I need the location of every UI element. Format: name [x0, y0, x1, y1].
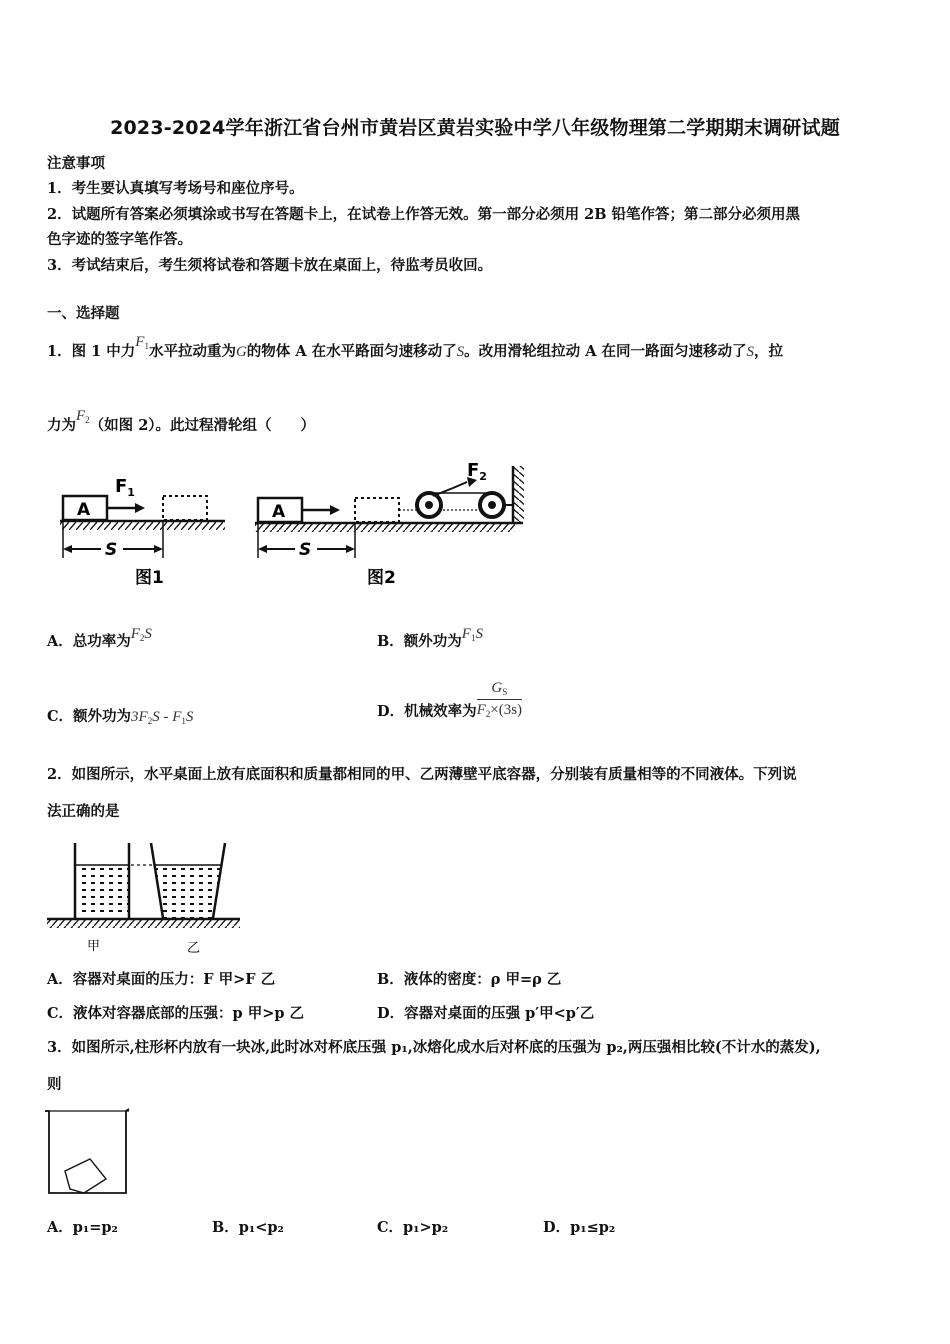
q1-stem-line2: 力为$F_2$（如图 2）。此过程滑轮组（ ） [47, 408, 316, 434]
fig2-force-label: $F_2$ [467, 460, 487, 483]
fig2-block-label: A [272, 502, 286, 522]
fig1-block-label: A [77, 500, 91, 520]
notice-item-2-cont: 色字迹的签字笔作答。 [47, 231, 192, 248]
q2-stem-line1: 2．如图所示，水平桌面上放有底面积和质量都相同的甲、乙两薄壁平底容器，分别装有质量相等的不同液体。下列说 [47, 766, 797, 783]
q3-option-b[interactable]: B．p₁<p₂ [212, 1219, 284, 1236]
q1-option-b[interactable]: B．额外功为$F_1S$ [377, 626, 483, 650]
notice-heading: 注意事项 [47, 155, 105, 172]
efficiency-fraction: $\frac{G_S}{F_2\times(3s)}$ [476, 680, 523, 719]
q1-stem-line1: 1．图 1 中力$F_1$水平拉动重为G的物体 A 在水平路面匀速移动了S。改用滑轮组拉动 A 在同一路面匀速移动了S，拉 [47, 334, 784, 360]
q2-stem-line2: 法正确的是 [47, 803, 120, 820]
q1-option-d[interactable]: D．机械效率为 $\frac{G_S}{F_2\times(3s)}$ [377, 680, 523, 720]
q2-figure [45, 838, 245, 958]
figure-2 [255, 460, 524, 588]
fig1-distance-label: S [105, 540, 118, 560]
fig2-caption: 图2 [367, 568, 396, 588]
label-yi: 乙 [187, 941, 201, 956]
notice-item-2: 2．试题所有答案必须填涂或书写在答题卡上，在试卷上作答无效。第一部分必须用 2B 铅笔作答；第二部分必须用黑 [47, 206, 801, 223]
fig1-caption: 图1 [135, 568, 164, 588]
q3-option-a[interactable]: A．p₁=p₂ [47, 1219, 118, 1236]
q2-option-c[interactable]: C．液体对容器底部的压强：p 甲>p 乙 [47, 1005, 305, 1022]
notice-item-3: 3．考试结束后，考生须将试卷和答题卡放在桌面上，待监考员收回。 [47, 257, 493, 274]
label-jia: 甲 [87, 939, 101, 954]
q3-option-d[interactable]: D．p₁≤p₂ [543, 1219, 616, 1236]
q2-option-b[interactable]: B．液体的密度：ρ 甲=ρ 乙 [377, 971, 562, 988]
fig1-force-label: $F_1$ [115, 476, 135, 499]
q1-option-a[interactable]: A．总功率为$F_2S$ [47, 626, 152, 650]
q2-option-d[interactable]: D．容器对桌面的压强 p′甲<p′乙 [377, 1005, 595, 1022]
q1-option-c[interactable]: C．额外功为$3F_2S - F_1S$ [47, 708, 194, 726]
q3-stem-line1: 3．如图所示,柱形杯内放有一块冰,此时冰对杯底压强 p₁,冰熔化成水后对杯底的压强为 p₂,两压强相比较(不计水的蒸发), [47, 1039, 821, 1056]
ice-block [65, 1159, 106, 1193]
fig2-distance-label: S [299, 540, 312, 560]
figure-1 [60, 476, 225, 588]
q1-figure [55, 458, 535, 593]
q2-option-a[interactable]: A．容器对桌面的压力：F 甲>F 乙 [47, 971, 276, 988]
section-heading: 一、选择题 [47, 305, 120, 322]
q3-figure-cup [40, 1105, 140, 1200]
notice-item-1: 1．考生要认真填写考场号和座位序号。 [47, 180, 304, 197]
container-jia [75, 843, 129, 918]
q3-option-c[interactable]: C．p₁>p₂ [377, 1219, 449, 1236]
q3-stem-line2: 则 [47, 1076, 62, 1093]
page-title: 2023-2024学年浙江省台州市黄岩区黄岩实验中学八年级物理第二学期期末调研试题 [110, 117, 840, 139]
container-yi [151, 843, 225, 918]
